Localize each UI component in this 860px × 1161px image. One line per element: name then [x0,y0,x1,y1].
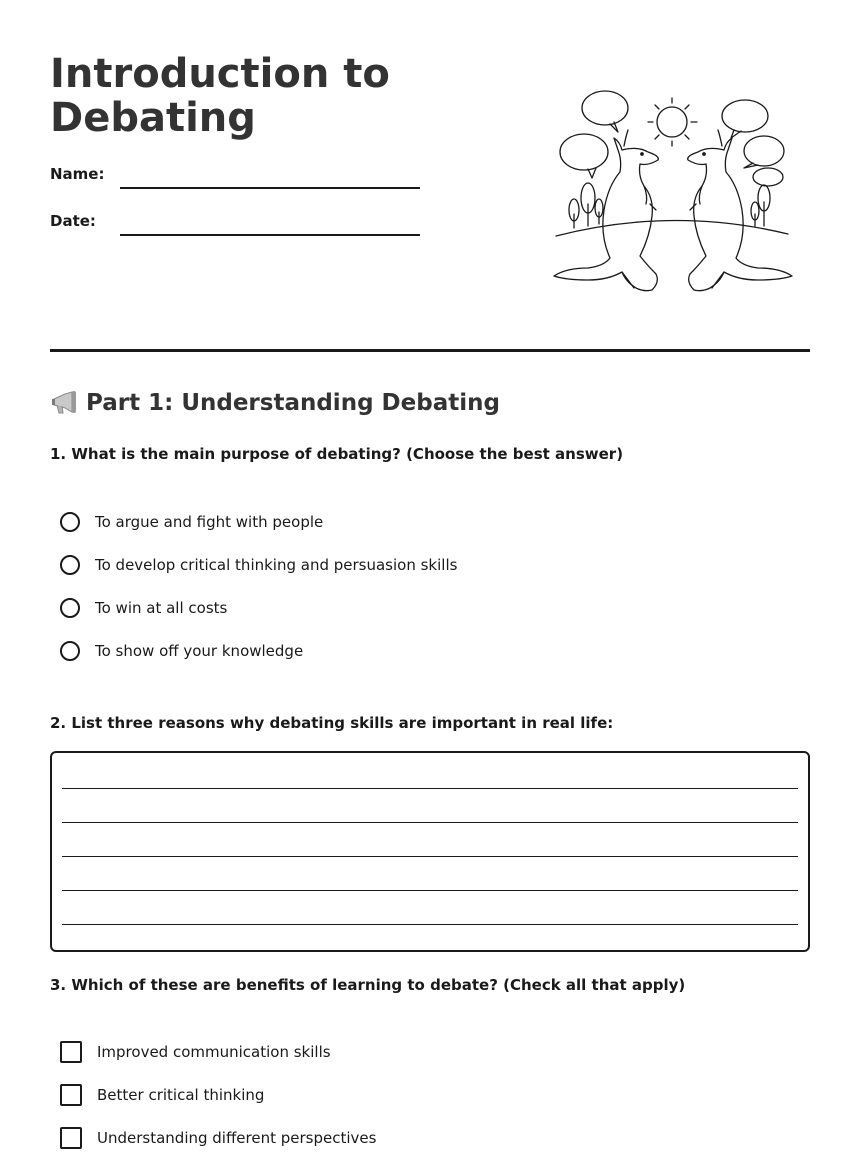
option-label: To win at all costs [95,599,228,617]
megaphone-icon [50,388,80,418]
answer-line [62,856,798,857]
q3-option[interactable] [60,1126,376,1150]
q3-option[interactable] [60,1083,264,1107]
checkbox[interactable] [60,1041,82,1063]
question-1: 1. What is the main purpose of debating? (Choose the best answer) [50,445,624,463]
radio-button[interactable] [60,512,80,532]
q1-option[interactable] [60,639,303,663]
checkbox[interactable] [60,1084,82,1106]
q1-option[interactable] [60,553,457,577]
option-label: To develop critical thinking and persuasion skills [95,556,458,574]
answer-line [62,822,798,823]
section-heading [50,386,500,420]
checkbox[interactable] [60,1127,82,1149]
q3-option[interactable] [60,1040,331,1064]
answer-line [62,924,798,925]
answer-line [62,788,798,789]
name-field[interactable] [120,187,420,189]
radio-button[interactable] [60,641,80,661]
radio-button[interactable] [60,555,80,575]
page-title: Introduction to Debating [50,51,390,141]
option-label: To show off your knowledge [95,642,304,660]
q1-option[interactable] [60,596,227,620]
option-label: Understanding different perspectives [97,1129,377,1147]
worksheet-page [50,0,810,1161]
header-divider [50,349,810,352]
question-3: 3. Which of these are benefits of learning to debate? (Check all that apply) [50,976,686,994]
kangaroos-illustration [548,86,798,300]
q1-option[interactable] [60,510,323,534]
name-label: Name: [50,165,105,183]
date-label: Date: [50,212,96,230]
section-title: Part 1: Understanding Debating [86,390,500,416]
answer-box[interactable] [50,751,810,952]
radio-button[interactable] [60,598,80,618]
question-2: 2. List three reasons why debating skills are important in real life: [50,714,614,732]
date-field[interactable] [120,234,420,236]
option-label: Better critical thinking [97,1086,265,1104]
answer-line [62,890,798,891]
option-label: Improved communication skills [97,1043,331,1061]
option-label: To argue and fight with people [95,513,324,531]
